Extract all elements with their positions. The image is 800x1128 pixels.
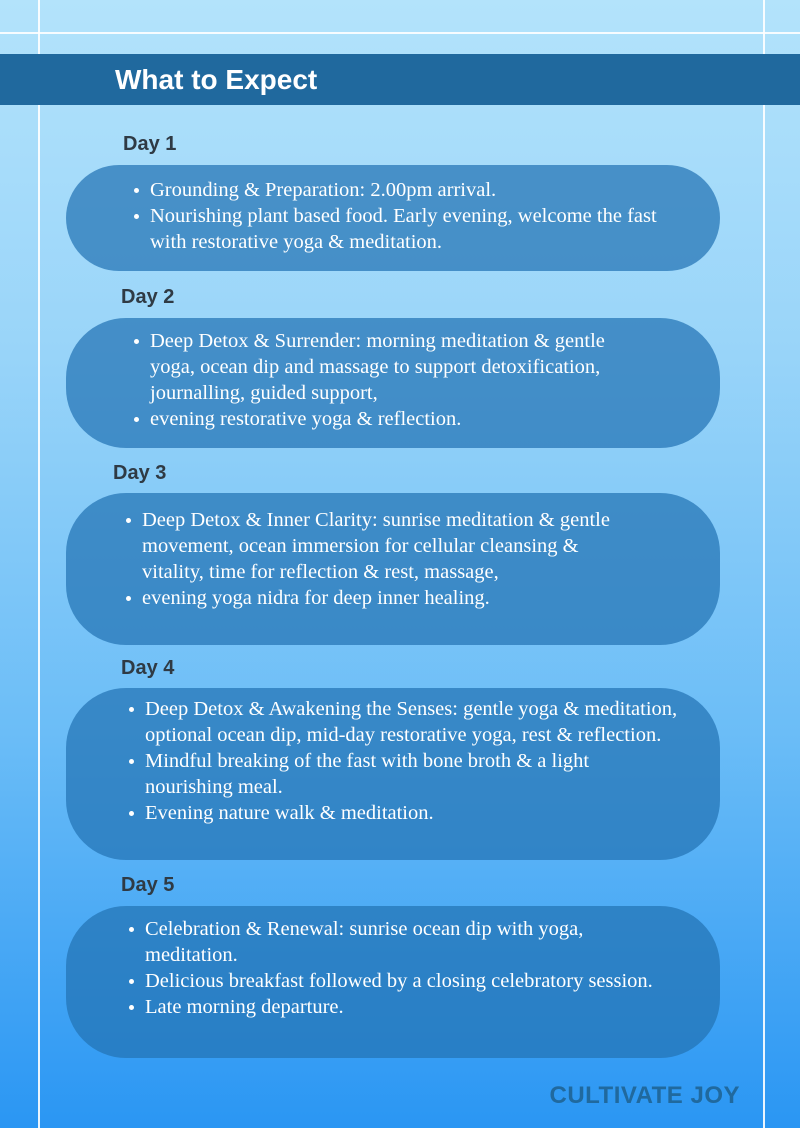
list-item: Evening nature walk & meditation. <box>127 800 680 826</box>
list-item: Nourishing plant based food. Early evening, welcome the fast with restorative yoga & meditation. <box>132 203 680 255</box>
list-item: Late morning departure. <box>127 994 670 1020</box>
frame-line-top <box>0 32 800 34</box>
list-item: Mindful breaking of the fast with bone broth & a light nourishing meal. <box>127 748 680 800</box>
list-item: Celebration & Renewal: sunrise ocean dip with yoga, meditation. <box>127 916 670 968</box>
day-3-card <box>66 493 720 645</box>
list-item: Deep Detox & Surrender: morning meditation & gentle yoga, ocean dip and massage to support detoxification, journalling, guided support, <box>132 328 650 406</box>
frame-line-right <box>763 0 765 1128</box>
day-4-card <box>66 688 720 860</box>
list-item: evening restorative yoga & reflection. <box>132 406 650 432</box>
day-2-list <box>132 328 650 432</box>
day-2-label: Day 2 <box>121 286 175 308</box>
day-5-label: Day 5 <box>121 874 175 896</box>
day-1-list <box>132 177 680 255</box>
frame-line-left <box>38 0 40 1128</box>
day-2-card <box>66 318 720 448</box>
day-1-label: Day 1 <box>123 133 177 155</box>
day-3-list <box>124 507 640 611</box>
list-item: Deep Detox & Awakening the Senses: gentle yoga & meditation, optional ocean dip, mid-day restorative yoga, rest & reflection. <box>127 696 680 748</box>
header-band <box>0 54 800 105</box>
brand-logo-text: CULTIVATE JOY <box>549 1082 740 1109</box>
day-4-label: Day 4 <box>121 657 175 679</box>
list-item: Deep Detox & Inner Clarity: sunrise meditation & gentle movement, ocean immersion for cellular cleansing & vitality, time for reflection & rest, massage, <box>124 507 640 585</box>
day-5-list <box>127 916 670 1020</box>
list-item: Grounding & Preparation: 2.00pm arrival. <box>132 177 680 203</box>
day-4-list <box>127 696 680 826</box>
day-3-label: Day 3 <box>113 462 167 484</box>
list-item: Delicious breakfast followed by a closing celebratory session. <box>127 968 670 994</box>
page-title: What to Expect <box>115 64 318 95</box>
day-1-card <box>66 165 720 271</box>
list-item: evening yoga nidra for deep inner healing. <box>124 585 640 611</box>
day-5-card <box>66 906 720 1058</box>
